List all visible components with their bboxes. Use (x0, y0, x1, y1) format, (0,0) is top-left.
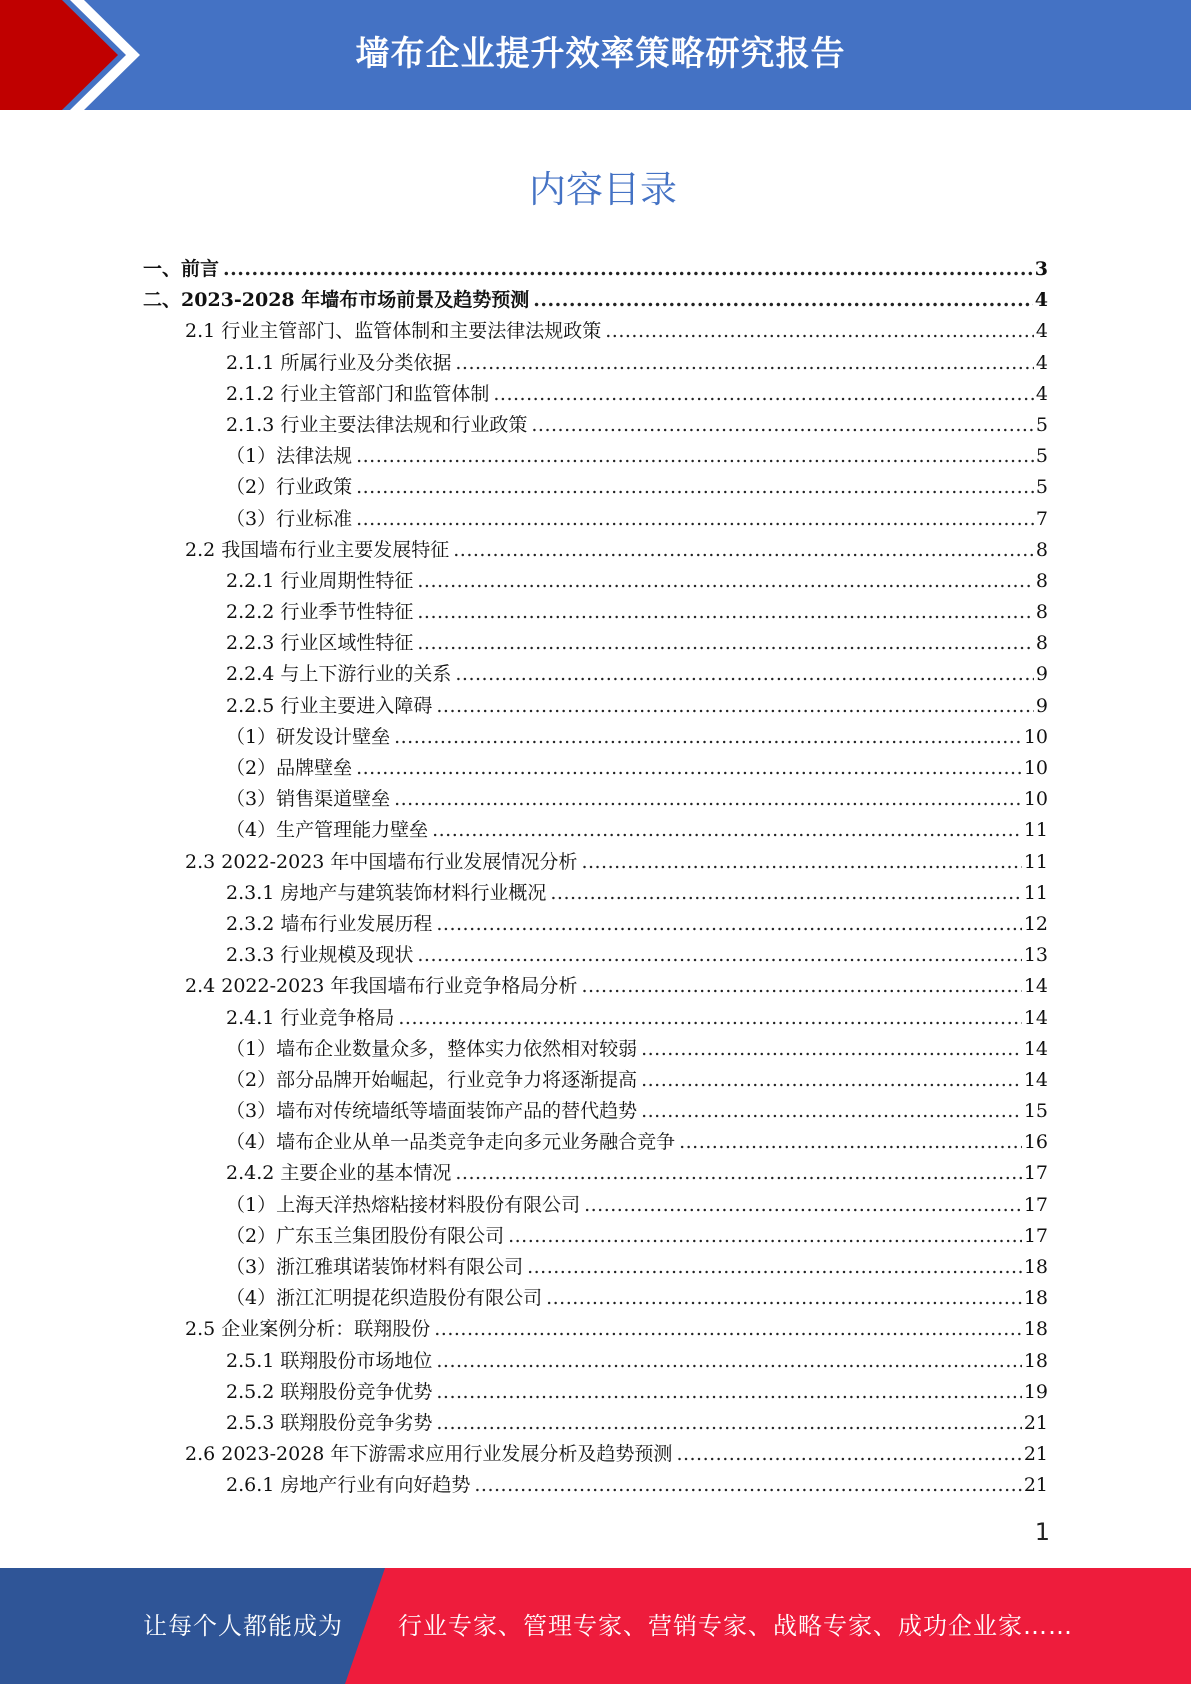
toc-entry-title: 2.1.3 行业主要法律法规和行业政策 (226, 413, 528, 436)
toc-dot-leader (417, 597, 1034, 628)
report-title: 墙布企业提升效率策略研究报告 (355, 34, 846, 74)
toc-entry-page-number: 14 (1023, 975, 1048, 998)
toc-dot-leader (436, 1377, 1021, 1408)
toc-entry-page-number: 16 (1023, 1131, 1048, 1154)
toc-entry-page-number: 8 (1035, 538, 1048, 561)
toc-entry-title: 2.6.1 房地产行业有向好趋势 (226, 1474, 471, 1497)
toc-entry-title: （2）品牌壁垒 (226, 757, 353, 779)
toc-entry-page-number: 12 (1023, 912, 1048, 935)
toc-entry-page-number: 3 (1034, 258, 1048, 280)
toc-entry-title: （3）浙江雅琪诺装饰材料有限公司 (226, 1256, 524, 1278)
toc-dot-leader (417, 940, 1021, 971)
toc-entry-page-number: 5 (1035, 476, 1048, 499)
toc-entry[interactable] (143, 1314, 1048, 1345)
toc-entry-title: （2）广东玉兰集团股份有限公司 (226, 1224, 505, 1247)
toc-entry[interactable] (143, 1377, 1048, 1408)
toc-entry-title: （3）销售渠道壁垒 (226, 788, 391, 811)
toc-entry-page-number: 17 (1023, 1224, 1048, 1247)
toc-dot-leader (679, 1127, 1022, 1158)
toc-entry-page-number: 17 (1023, 1193, 1048, 1216)
footer-slogan-right: 行业专家、管理专家、营销专家、战略专家、成功企业家…… (398, 1612, 1073, 1640)
toc-entry-page-number: 8 (1035, 632, 1048, 655)
toc-dot-leader (436, 909, 1021, 940)
toc-entry[interactable] (143, 1408, 1048, 1439)
toc-entry-page-number: 4 (1035, 320, 1048, 343)
toc-entry-title: 2.2 我国墙布行业主要发展特征 (185, 538, 450, 561)
toc-dot-leader (356, 472, 1034, 503)
toc-entry-page-number: 11 (1023, 881, 1048, 904)
toc-entry[interactable] (143, 1439, 1048, 1470)
toc-dot-leader (356, 504, 1034, 535)
toc-entry[interactable] (143, 1158, 1048, 1189)
toc-entry-title: 2.2.5 行业主要进入障碍 (226, 694, 433, 717)
toc-entry[interactable] (143, 472, 1048, 503)
toc-entry[interactable] (143, 847, 1048, 878)
toc-entry-page-number: 19 (1023, 1380, 1048, 1403)
toc-entry-title: 2.2.3 行业区域性特征 (226, 632, 414, 655)
toc-entry-title: （4）生产管理能力壁垒 (226, 819, 429, 842)
toc-entry-page-number: 11 (1023, 850, 1048, 873)
toc-dot-leader (641, 1096, 1022, 1127)
toc-entry[interactable] (143, 254, 1048, 285)
toc-entry[interactable] (143, 1065, 1048, 1096)
toc-entry-title: （1）上海天洋热熔粘接材料股份有限公司 (226, 1193, 581, 1216)
toc-entry-title: （2）部分品牌开始崛起，行业竞争力将逐渐提高 (226, 1068, 638, 1091)
toc-entry-title: 2.4 2022-2023 年我国墙布行业竞争格局分析 (185, 975, 578, 998)
toc-dot-leader (223, 254, 1033, 285)
toc-entry[interactable] (143, 753, 1048, 784)
toc-entry-title: 2.4.2 主要企业的基本情况 (226, 1162, 452, 1185)
toc-entry-title: 2.3 2022-2023 年中国墙布行业发展情况分析 (185, 850, 578, 873)
report-header (0, 0, 1191, 110)
toc-entry-page-number: 5 (1035, 445, 1048, 468)
toc-entry[interactable] (143, 1096, 1048, 1127)
toc-entry-page-number: 14 (1023, 1006, 1048, 1029)
toc-dot-leader (436, 1346, 1021, 1377)
toc-entry[interactable] (143, 1190, 1048, 1221)
toc-entry[interactable] (143, 1470, 1048, 1501)
toc-entry-title: 一、前言 (143, 258, 220, 280)
toc-heading: 内容目录 (529, 168, 677, 211)
toc-entry[interactable] (143, 441, 1048, 472)
toc-dot-leader (455, 1158, 1021, 1189)
toc-entry-title: 2.1.1 所属行业及分类依据 (226, 351, 452, 374)
toc-entry-page-number: 18 (1023, 1318, 1048, 1341)
toc-entry-title: 2.5.2 联翔股份竞争优势 (226, 1380, 433, 1403)
page-number: 1 (1034, 1518, 1050, 1546)
toc-entry-title: 2.2.1 行业周期性特征 (226, 569, 414, 592)
toc-entry[interactable] (143, 566, 1048, 597)
toc-entry-title: 2.3.3 行业规模及现状 (226, 944, 414, 967)
toc-entry-title: （1）墙布企业数量众多，整体实力依然相对较弱 (226, 1037, 638, 1060)
toc-entry[interactable] (143, 1252, 1048, 1283)
toc-entry-page-number: 18 (1023, 1256, 1048, 1278)
toc-entry-title: （1）法律法规 (226, 445, 353, 468)
toc-dot-leader (474, 1470, 1021, 1501)
toc-entry[interactable] (143, 971, 1048, 1002)
toc-entry-page-number: 14 (1023, 1037, 1048, 1060)
toc-entry-page-number: 13 (1023, 944, 1048, 967)
toc-entry-page-number: 18 (1023, 1287, 1048, 1310)
toc-dot-leader (641, 1034, 1022, 1065)
toc-dot-leader (508, 1221, 1022, 1252)
toc-dot-leader (432, 815, 1022, 846)
toc-entry[interactable] (143, 316, 1048, 347)
toc-dot-leader (493, 379, 1034, 410)
toc-entry-page-number: 11 (1023, 819, 1048, 842)
toc-dot-leader (398, 1003, 1021, 1034)
toc-entry-title: 2.3.1 房地产与建筑装饰材料行业概况 (226, 881, 547, 904)
toc-entry-title: （3）墙布对传统墙纸等墙面装饰产品的替代趋势 (226, 1100, 638, 1123)
toc-entry[interactable] (143, 1221, 1048, 1252)
toc-entry-page-number: 18 (1023, 1349, 1048, 1372)
toc-dot-leader (533, 285, 1033, 316)
toc-entry[interactable] (143, 909, 1048, 940)
toc-entry[interactable] (143, 379, 1048, 410)
toc-dot-leader (527, 1252, 1022, 1283)
toc-dot-leader (434, 1314, 1022, 1345)
toc-dot-leader (356, 753, 1022, 784)
toc-entry-title: （4）墙布企业从单一品类竞争走向多元业务融合竞争 (226, 1131, 676, 1154)
toc-entry-title: 2.1.2 行业主管部门和监管体制 (226, 382, 490, 405)
toc-entry-page-number: 4 (1035, 382, 1048, 405)
toc-entry-page-number: 21 (1023, 1474, 1048, 1497)
toc-entry[interactable] (143, 815, 1048, 846)
toc-dot-leader (584, 1190, 1022, 1221)
toc-entry-title: （3）行业标准 (226, 507, 353, 530)
toc-entry-page-number: 15 (1023, 1100, 1048, 1123)
toc-entry[interactable] (143, 784, 1048, 815)
toc-entry[interactable] (143, 940, 1048, 971)
toc-dot-leader (417, 566, 1034, 597)
toc-dot-leader (356, 441, 1034, 472)
toc-entry-title: （1）研发设计壁垒 (226, 725, 391, 748)
toc-dot-leader (455, 348, 1034, 379)
toc-entry-title: 二、2023-2028 年墙布市场前景及趋势预测 (143, 289, 530, 312)
toc-entry-page-number: 21 (1023, 1411, 1048, 1434)
toc-entry-title: 2.3.2 墙布行业发展历程 (226, 912, 433, 935)
toc-entry[interactable] (143, 1346, 1048, 1377)
toc-entry-title: 2.5 企业案例分析：联翔股份 (185, 1318, 431, 1341)
toc-entry[interactable] (143, 504, 1048, 535)
toc-entry-page-number: 7 (1035, 507, 1048, 530)
toc-entry[interactable] (143, 535, 1048, 566)
toc-entry-title: 2.2.2 行业季节性特征 (226, 601, 414, 624)
toc-dot-leader (417, 628, 1034, 659)
toc-entry-title: （2）行业政策 (226, 476, 353, 499)
toc-entry[interactable] (143, 1034, 1048, 1065)
toc-dot-leader (531, 410, 1034, 441)
toc-dot-leader (550, 878, 1021, 909)
toc-entry-page-number: 10 (1023, 725, 1048, 748)
toc-entry-title: 2.4.1 行业竞争格局 (226, 1006, 395, 1029)
toc-entry-title: 2.5.3 联翔股份竞争劣势 (226, 1411, 433, 1434)
toc-dot-leader (394, 784, 1022, 815)
toc-dot-leader (394, 722, 1022, 753)
toc-entry[interactable] (143, 691, 1048, 722)
toc-entry[interactable] (143, 1283, 1048, 1314)
toc-dot-leader (455, 659, 1034, 690)
toc-entry-page-number: 10 (1023, 757, 1048, 779)
toc-entry-page-number: 4 (1035, 351, 1048, 374)
toc-dot-leader (436, 1408, 1021, 1439)
toc-entry-title: 2.2.4 与上下游行业的关系 (226, 663, 452, 686)
toc-dot-leader (581, 971, 1021, 1002)
toc-entry[interactable] (143, 878, 1048, 909)
toc-entry-page-number: 4 (1034, 289, 1048, 312)
toc-dot-leader (546, 1283, 1022, 1314)
toc-dot-leader (453, 535, 1034, 566)
toc-entry[interactable] (143, 722, 1048, 753)
footer-banner (0, 1568, 1191, 1684)
toc-entry[interactable] (143, 348, 1048, 379)
toc-entry-page-number: 21 (1023, 1443, 1048, 1466)
table-of-contents (143, 254, 1048, 1502)
toc-entry-page-number: 10 (1023, 788, 1048, 811)
toc-dot-leader (676, 1439, 1021, 1470)
footer-slogan-left: 让每个人都能成为 (143, 1612, 343, 1640)
toc-entry[interactable] (143, 1003, 1048, 1034)
toc-entry[interactable] (143, 628, 1048, 659)
toc-entry-page-number: 5 (1035, 413, 1048, 436)
toc-entry[interactable] (143, 285, 1048, 316)
toc-entry-title: 2.1 行业主管部门、监管体制和主要法律法规政策 (185, 320, 602, 343)
toc-dot-leader (581, 847, 1021, 878)
toc-entry[interactable] (143, 410, 1048, 441)
toc-entry-page-number: 8 (1035, 601, 1048, 624)
toc-entry-title: 2.5.1 联翔股份市场地位 (226, 1349, 433, 1372)
toc-entry-page-number: 8 (1035, 569, 1048, 592)
toc-dot-leader (436, 691, 1034, 722)
toc-entry-title: 2.6 2023-2028 年下游需求应用行业发展分析及趋势预测 (185, 1443, 673, 1466)
toc-dot-leader (605, 316, 1034, 347)
toc-entry-page-number: 9 (1035, 694, 1048, 717)
toc-entry-page-number: 9 (1035, 663, 1048, 686)
toc-entry-page-number: 17 (1023, 1162, 1048, 1185)
toc-entry[interactable] (143, 597, 1048, 628)
toc-dot-leader (641, 1065, 1022, 1096)
toc-entry-page-number: 14 (1023, 1068, 1048, 1091)
toc-entry[interactable] (143, 659, 1048, 690)
toc-entry[interactable] (143, 1127, 1048, 1158)
toc-entry-title: （4）浙江汇明提花织造股份有限公司 (226, 1287, 543, 1310)
